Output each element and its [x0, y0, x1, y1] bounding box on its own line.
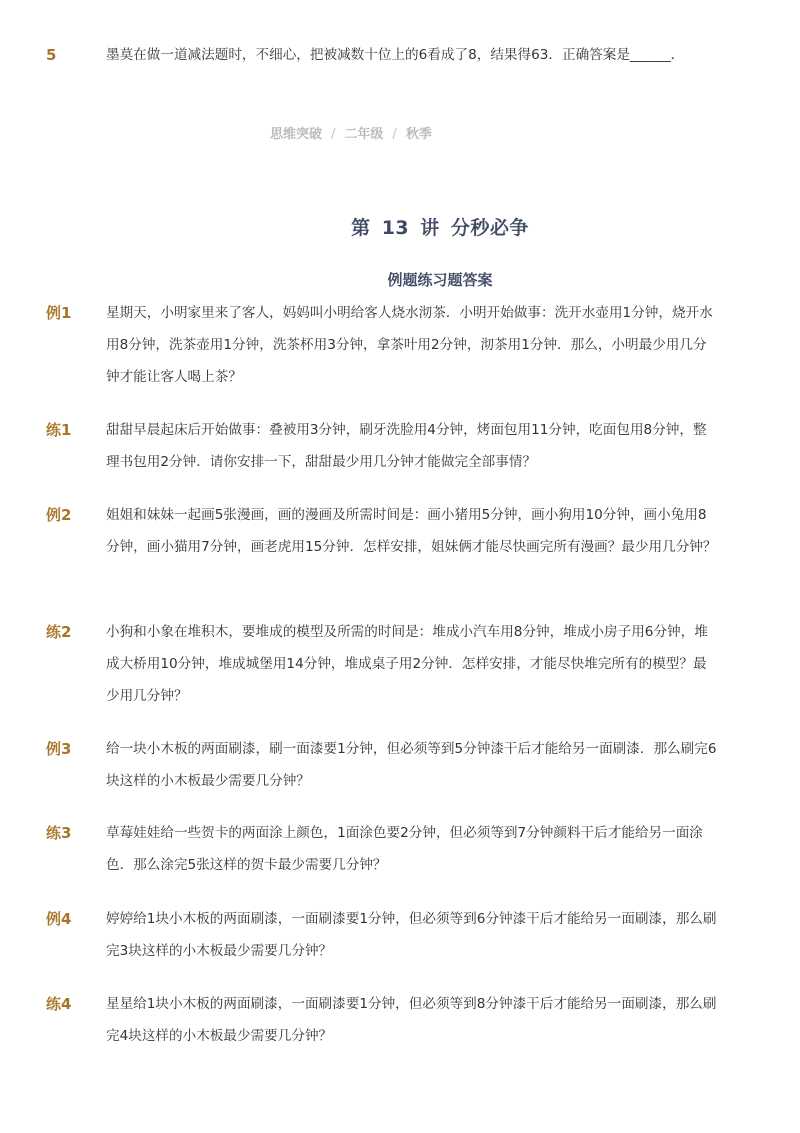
breadcrumb-separator: / — [392, 127, 397, 142]
item-label: 练4 — [46, 995, 72, 1013]
item-text: 甜甜早晨起床后开始做事：叠被用3分钟，刷牙洗脸用4分钟，烤面包用11分钟，吃面包用8分钟，整理书包用2分钟．请你安排一下，甜甜最少用几分钟才能做完全部事情？ — [106, 422, 707, 470]
item-label: 例4 — [46, 910, 72, 928]
breadcrumb-season: 秋季 — [405, 127, 432, 142]
breadcrumb-course: 思维突破 — [270, 127, 323, 142]
item-label: 练2 — [46, 623, 72, 641]
item-text: 草莓娃娃给一些贺卡的两面涂上颜色，1面涂色要2分钟，但必须等到7分钟颜料干后才能给另一面涂色．那么涂完5张这样的贺卡最少需要几分钟？ — [106, 825, 703, 873]
item-text: 婷婷给1块小木板的两面刷漆，一面刷漆要1分钟，但必须等到6分钟漆干后才能给另一面刷漆，那么刷完3块这样的小木板最少需要几分钟？ — [106, 911, 717, 959]
breadcrumb-separator: / — [331, 127, 336, 142]
breadcrumb — [270, 123, 432, 142]
question-number: 5 — [46, 46, 57, 64]
item-text: 星期天，小明家里来了客人，妈妈叫小明给客人烧水沏茶．小明开始做事：洗开水壶用1分钟，烧开水用8分钟，洗茶壶用1分钟，洗茶杯用3分钟，拿茶叶用2分钟，沏茶用1分钟．那么，小明最少用几分钟才能让客人喝上茶？ — [106, 305, 713, 385]
section-title: 例题练习题答案 — [387, 271, 493, 289]
item-label: 例2 — [46, 506, 72, 524]
item-label: 例3 — [46, 740, 72, 758]
item-text: 给一块小木板的两面刷漆，刷一面漆要1分钟，但必须等到5分钟漆干后才能给另一面刷漆．那么刷完6块这样的小木板最少需要几分钟？ — [106, 741, 717, 789]
item-text: 姐姐和妹妹一起画5张漫画，画的漫画及所需时间是：画小猪用5分钟，画小狗用10分钟，画小兔用8分钟，画小猫用7分钟，画老虎用15分钟．怎样安排，姐妹俩才能尽快画完所有漫画？最少用几分钟？ — [106, 507, 717, 555]
item-label: 练1 — [46, 421, 72, 439]
lecture-title: 第 13 讲 分秒必争 — [351, 217, 529, 239]
breadcrumb-grade: 二年级 — [344, 127, 384, 142]
item-text: 星星给1块小木板的两面刷漆，一面刷漆要1分钟，但必须等到8分钟漆干后才能给另一面刷漆，那么刷完4块这样的小木板最少需要几分钟？ — [106, 996, 717, 1044]
item-label: 例1 — [46, 304, 72, 322]
item-label: 练3 — [46, 824, 72, 842]
question-text: 墨莫在做一道减法题时，不细心，把被减数十位上的6看成了8，结果得63．正确答案是______． — [106, 47, 685, 63]
item-text: 小狗和小象在堆积木，要堆成的模型及所需的时间是：堆成小汽车用8分钟，堆成小房子用6分钟，堆成大桥用10分钟，堆成城堡用14分钟，堆成桌子用2分钟．怎样安排，才能尽快堆完所有的模型？最少用几分钟？ — [106, 624, 708, 704]
